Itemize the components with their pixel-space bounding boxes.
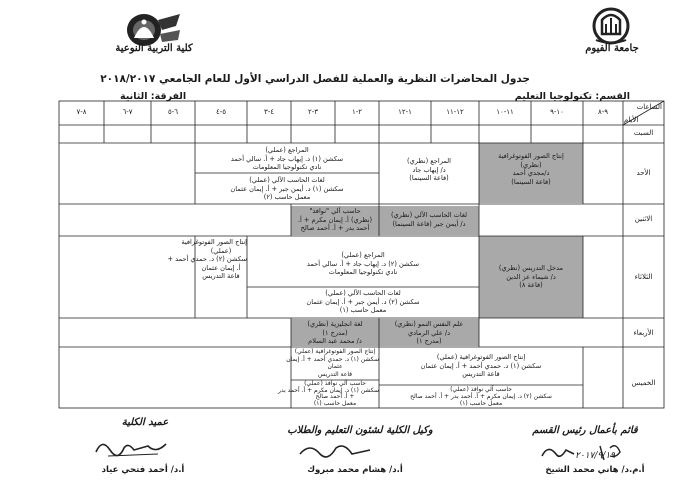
session-line: سكشن (١) د. حمدي أحمد + أ. إيمان: [286, 355, 379, 363]
head-name: أ.م.د/ هاني محمد الشيخ: [545, 465, 645, 475]
session-line: قاعة التدريس: [317, 370, 353, 378]
college-logo-caption: كلية التربية النوعية: [115, 43, 193, 54]
session-line: (مدرج ١): [322, 328, 348, 337]
session-line: المراجع (عملي): [265, 146, 309, 154]
time-slot: ٩-٨: [597, 108, 609, 116]
vice-dean-signature: [290, 438, 380, 466]
session-line: معمل حاسب (١): [459, 400, 503, 408]
day-saturday: السبت: [633, 129, 654, 137]
session-line: حاسب آلي نوافذ (عملي): [304, 380, 366, 387]
session-line: سكشن (١) د. إيهاب جاد + أ. سالي أحمد: [230, 154, 344, 163]
session-line: معمل حاسب (١): [339, 306, 387, 315]
time-slot: ٨-٧: [76, 108, 87, 116]
time-slot: ١١-١٠: [496, 108, 514, 116]
session-tue-teaching-theory: [479, 264, 583, 294]
session-line: سكشن (١) د. إيمان مكرم + أ. أحمد بدر: [278, 386, 379, 394]
vice-dean-title: وكيل الكلية لشئون التعليم والطلاب: [287, 425, 433, 436]
session-line: عثمان: [327, 363, 343, 371]
time-slot: ٥-٤: [215, 108, 227, 116]
session-line: سكشن (١) د. أيمن جبر + أ. إيمان عثمان: [230, 184, 344, 193]
time-slot: ٦-٥: [167, 108, 179, 116]
session-line: أ. إيمان عثمان: [201, 263, 241, 272]
head-title: قائم بأعمال رئيس القسم: [532, 425, 638, 436]
session-line: (مدرج ١): [416, 337, 442, 346]
session-line: إنتاج الصور الفوتوغرافية: [181, 238, 247, 246]
session-line: (قاعة السينما): [409, 174, 449, 183]
day-sunday: الأحد: [636, 169, 651, 177]
session-line: (نظري) أ. إيمان مكرم + أ.: [297, 215, 373, 224]
session-sun-photo-theory: [479, 152, 583, 202]
vice-dean-name: أ.د/ هشام محمد مبروك: [307, 465, 403, 475]
schedule-title: جدول المحاضرات النظرية والعملية للفصل الدراسي الأول للعام الجامعي ٢٠١٨/٢٠١٧: [100, 73, 530, 85]
time-slot: ٢-١: [351, 108, 363, 116]
time-slot: ٤-٣: [263, 108, 275, 116]
session-line: سكشن (٢) د. أيمن جبر + أ. إيمان عثمان: [306, 297, 420, 306]
university-logo-caption: جامعة الفيوم: [585, 43, 639, 54]
day-wednesday: الأربعاء: [633, 329, 654, 337]
session-line: د/ محمد عبد السلام: [308, 337, 362, 346]
vice-dean-signature-icon: [290, 438, 380, 466]
dean-signature-icon: [88, 432, 178, 462]
session-line: لغات الحاسب الآلي (عملي): [325, 289, 401, 297]
session-line: المراجع (عملي): [341, 251, 385, 259]
session-mon-computer-theory: [291, 207, 379, 235]
session-thu-computer-lab-2: [278, 380, 379, 408]
session-line: قاعة التدريس: [462, 370, 500, 379]
session-wed-psychology-theory: [379, 320, 479, 346]
dean-name: أ.د/ أحمد فتحي عياد: [101, 465, 185, 475]
session-line: (نظري): [520, 160, 542, 169]
session-line: إنتاج الصور الفوتوغرافية (عملي): [294, 348, 376, 355]
session-thu-photo-lab-2: [286, 348, 379, 380]
session-line: معمل حاسب (١): [313, 399, 357, 407]
session-line: سكشن (١) د. حمدي أحمد + أ. إيمان عثمان: [420, 361, 542, 370]
session-line: د/مجدي أحمد: [512, 169, 550, 178]
session-line: إنتاج الصور الفوتوغرافية: [498, 152, 564, 160]
dean-signature: [88, 432, 178, 462]
session-tue-languages-lab: [247, 289, 479, 317]
session-line: د/ إيهاب جاد: [412, 165, 446, 174]
session-line: سكشن (٢) د. حمدي أحمد +: [167, 255, 247, 264]
session-line: معمل حاسب (٢): [263, 193, 311, 202]
session-line: قاعة التدريس: [202, 272, 240, 281]
corner-days: الأيام: [624, 116, 639, 124]
session-line: حاسب آلي نوافذ (عملي): [450, 386, 512, 393]
session-mon-languages-theory: [379, 211, 479, 235]
handwritten-date: ٢٠١٧/٩/١٩: [575, 451, 615, 461]
session-sun-references-theory: [379, 157, 479, 201]
time-slot: ٧-٦: [122, 108, 133, 116]
session-sun-languages-lab: [195, 176, 379, 203]
corner-hours: الساعات: [636, 103, 662, 111]
session-tue-photo-lab: [167, 238, 247, 286]
session-line: مدخل التدريس (نظري): [498, 264, 564, 272]
session-thu-photo-lab-1: [379, 353, 583, 383]
session-sun-references-lab: [195, 146, 379, 173]
session-line: (قاعة السينما): [511, 177, 551, 186]
time-slot: ١-١٢: [398, 108, 412, 116]
session-line: لغات الحاسب الآلي (نظري): [390, 211, 468, 219]
session-line: نادي تكنولوجيا المعلومات: [252, 163, 322, 172]
day-tuesday: الثلاثاء: [634, 273, 653, 281]
session-tue-references-lab: [247, 251, 479, 281]
session-thu-computer-lab-1: [379, 386, 583, 408]
session-line: المراجع (نظري): [407, 157, 451, 165]
session-line: د/ أيمن جبر (قاعة السينما): [392, 219, 466, 228]
level-label: الفرقة: الثانية: [120, 91, 187, 102]
session-line: لغات الحاسب الآلي (عملي): [249, 176, 325, 184]
session-line: سكشن (٢) د. إيهاب جاد + أ. سالي أحمد: [306, 259, 420, 268]
session-line: لغة انجليزية (نظري): [307, 320, 363, 328]
session-wed-english-theory: [291, 320, 379, 346]
session-line: علم النفس النمو (نظري): [394, 320, 464, 328]
session-line: (قاعة ٨): [519, 281, 543, 290]
session-line: د/ شيماء عز الدين: [506, 272, 556, 281]
session-line: سكشن (٢) د. إيمان مكرم + أ. أحمد بدر + أ. أحمد صالح: [410, 393, 552, 401]
day-thursday: الخميس: [631, 379, 656, 387]
session-line: إنتاج الصور الفوتوغرافية (عملي): [436, 353, 526, 361]
session-line: أحمد بدر + أ. أحمد صالح: [300, 224, 370, 233]
time-slot: ٣-٢: [307, 108, 319, 116]
session-line: حاسب آلي "نوافذ": [309, 207, 361, 215]
session-line: د/ علي الرمادي: [407, 328, 451, 337]
session-line: (عملي): [210, 246, 232, 255]
department-label: القسم: تكنولوجيا التعليم: [514, 91, 630, 102]
time-slot: ١٠-٩: [550, 108, 564, 116]
session-line: نادي تكنولوجيا المعلومات: [328, 268, 398, 277]
session-line: + أ. أحمد صالح: [315, 393, 355, 401]
time-slot: ١٢-١١: [446, 108, 464, 116]
dean-title: عميد الكلية: [121, 417, 169, 428]
day-monday: الاثنين: [634, 215, 653, 223]
